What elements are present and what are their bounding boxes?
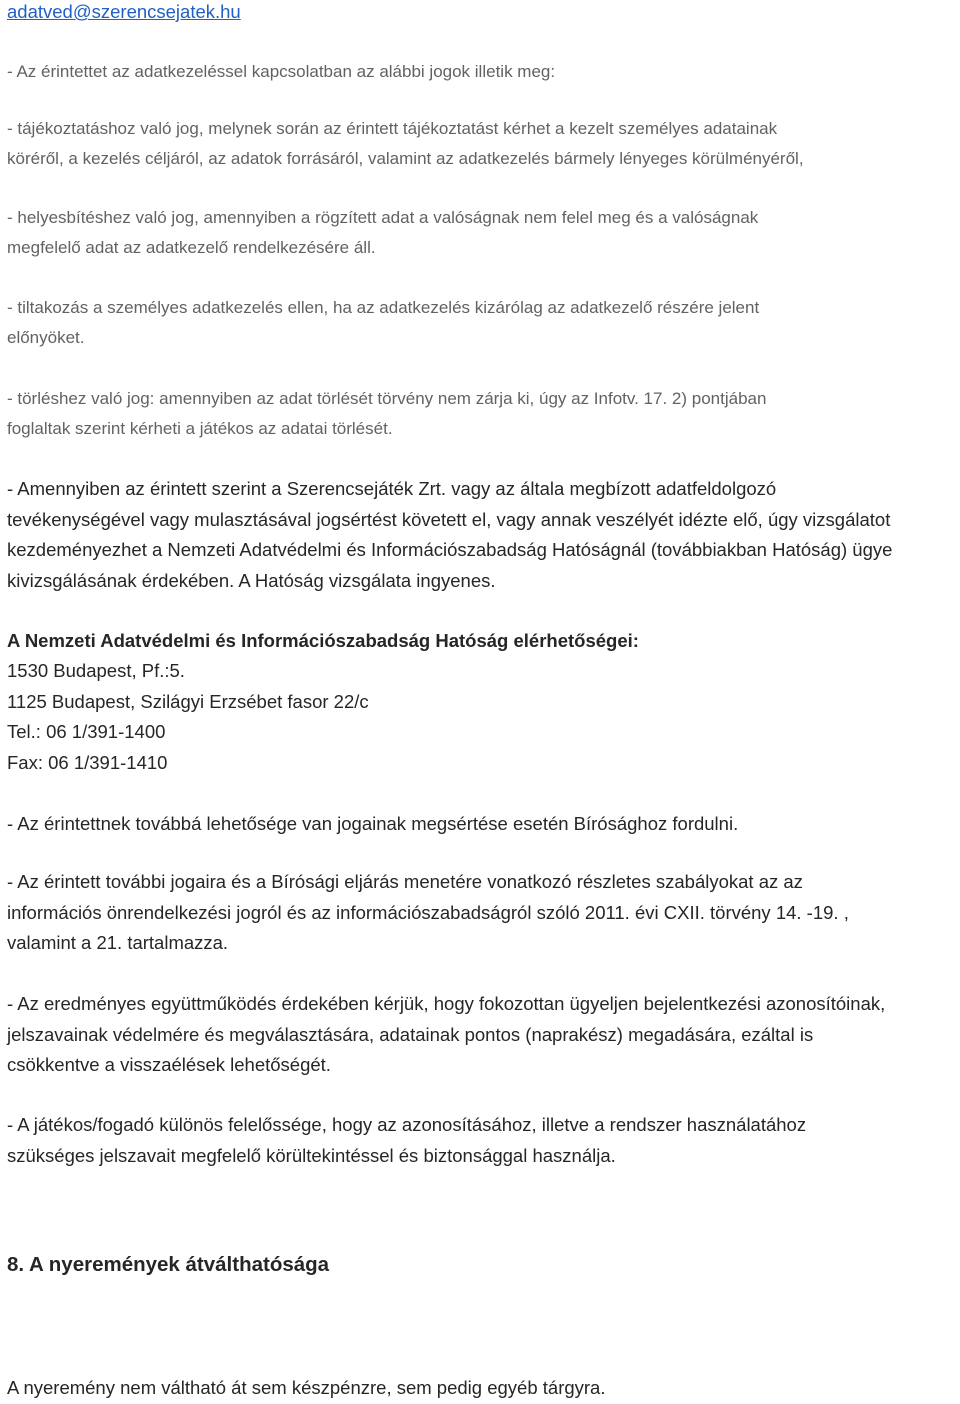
text-line: jelszavainak védelmére és megválasztására, adatainak pontos (naprakész) megadására, ezáltal is: [7, 1023, 814, 1045]
section-text: A nyeremény nem váltható át sem készpénzre, sem pedig egyéb tárgyra.: [7, 1377, 606, 1398]
authority-paragraph: [7, 474, 952, 596]
text-line: foglaltak szerint kérheti a játékos az adatai törlését.: [7, 419, 393, 438]
text-line: szükséges jelszavait megfelelő körültekintéssel és biztonsággal használja.: [7, 1144, 616, 1166]
text-line: csökkentve a visszaélések lehetőségét.: [7, 1054, 331, 1075]
contact-details: [7, 656, 952, 778]
text-line: információs önrendelkezési jogról és az információszabadságról szóló 2011. évi CXII. törvény 14. -19. ,: [7, 901, 849, 923]
text-line: kivizsgálásának érdekében. A Hatóság vizsgálata ingyenes.: [7, 569, 496, 591]
street-address: 1125 Budapest, Szilágyi Erzsébet fasor 22/c: [7, 690, 369, 712]
right-information: [7, 114, 952, 174]
section-heading: 8. A nyeremények átválthatósága: [7, 1253, 330, 1276]
right-objection: [7, 293, 952, 353]
text-line: - A játékos/fogadó különös felelőssége, hogy az azonosításához, illetve a rendszer használatához: [7, 1114, 807, 1135]
email-link[interactable]: adatved@szerencsejatek.hu: [7, 1, 241, 22]
fax-number: Fax: 06 1/391-1410: [7, 751, 168, 773]
text-line: - tiltakozás a személyes adatkezelés ellen, ha az adatkezelés kizárólag az adatkezelő részére jelent: [7, 298, 760, 317]
rights-intro: - Az érintettet az adatkezeléssel kapcsolatban az alábbi jogok illetik meg:: [7, 62, 556, 81]
court-paragraph: - Az érintettnek továbbá lehetősége van jogainak megsértése esetén Bírósághoz fordulni.: [7, 813, 739, 834]
details-paragraph: [7, 867, 952, 959]
postal-address: 1530 Budapest, Pf.:5.: [7, 660, 185, 681]
right-erasure: [7, 384, 952, 444]
text-line: - helyesbítéshez való jog, amennyiben a rögzített adat a valóságnak nem felel meg és a valóságnak: [7, 208, 759, 227]
contact-title: A Nemzeti Adatvédelmi és Információszabadság Hatóság elérhetőségei:: [7, 630, 639, 651]
text-line: - Az érintett további jogaira és a Bírósági eljárás menetére vonatkozó részletes szabályokat az az: [7, 871, 803, 892]
text-line: - Amennyiben az érintett szerint a Szerencsejáték Zrt. vagy az általa megbízott adatfeldolgozó: [7, 478, 777, 499]
text-line: megfelelő adat az adatkezelő rendelkezésére áll.: [7, 238, 376, 257]
text-line: - tájékoztatáshoz való jog, melynek során az érintett tájékoztatást kérhet a kezelt személyes adatainak: [7, 119, 778, 138]
text-line: kezdeményezhet a Nemzeti Adatvédelmi és Információszabadság Hatóságnál (továbbiakban Hatóság) ügye: [7, 539, 893, 560]
phone-number: Tel.: 06 1/391-1400: [7, 721, 166, 742]
text-line: köréről, a kezelés céljáról, az adatok forrásáról, valamint az adatkezelés bármely lényeges körülményéről,: [7, 149, 804, 168]
text-line: valamint a 21. tartalmazza.: [7, 932, 229, 953]
right-rectification: [7, 203, 952, 263]
responsibility-paragraph: [7, 1110, 952, 1171]
text-line: - Az eredményes együttműködés érdekében kérjük, hogy fokozottan ügyeljen bejelentkezési azonosítóinak,: [7, 993, 886, 1014]
text-line: - törléshez való jog: amennyiben az adat törlését törvény nem zárja ki, úgy az Infotv. 17. 2) pontjában: [7, 389, 767, 408]
cooperation-paragraph: [7, 989, 952, 1081]
text-line: előnyöket.: [7, 328, 85, 347]
text-line: tevékenységével vagy mulasztásával jogsértést követett el, vagy annak veszélyét idézte elő, úgy vizsgálatot: [7, 508, 891, 530]
